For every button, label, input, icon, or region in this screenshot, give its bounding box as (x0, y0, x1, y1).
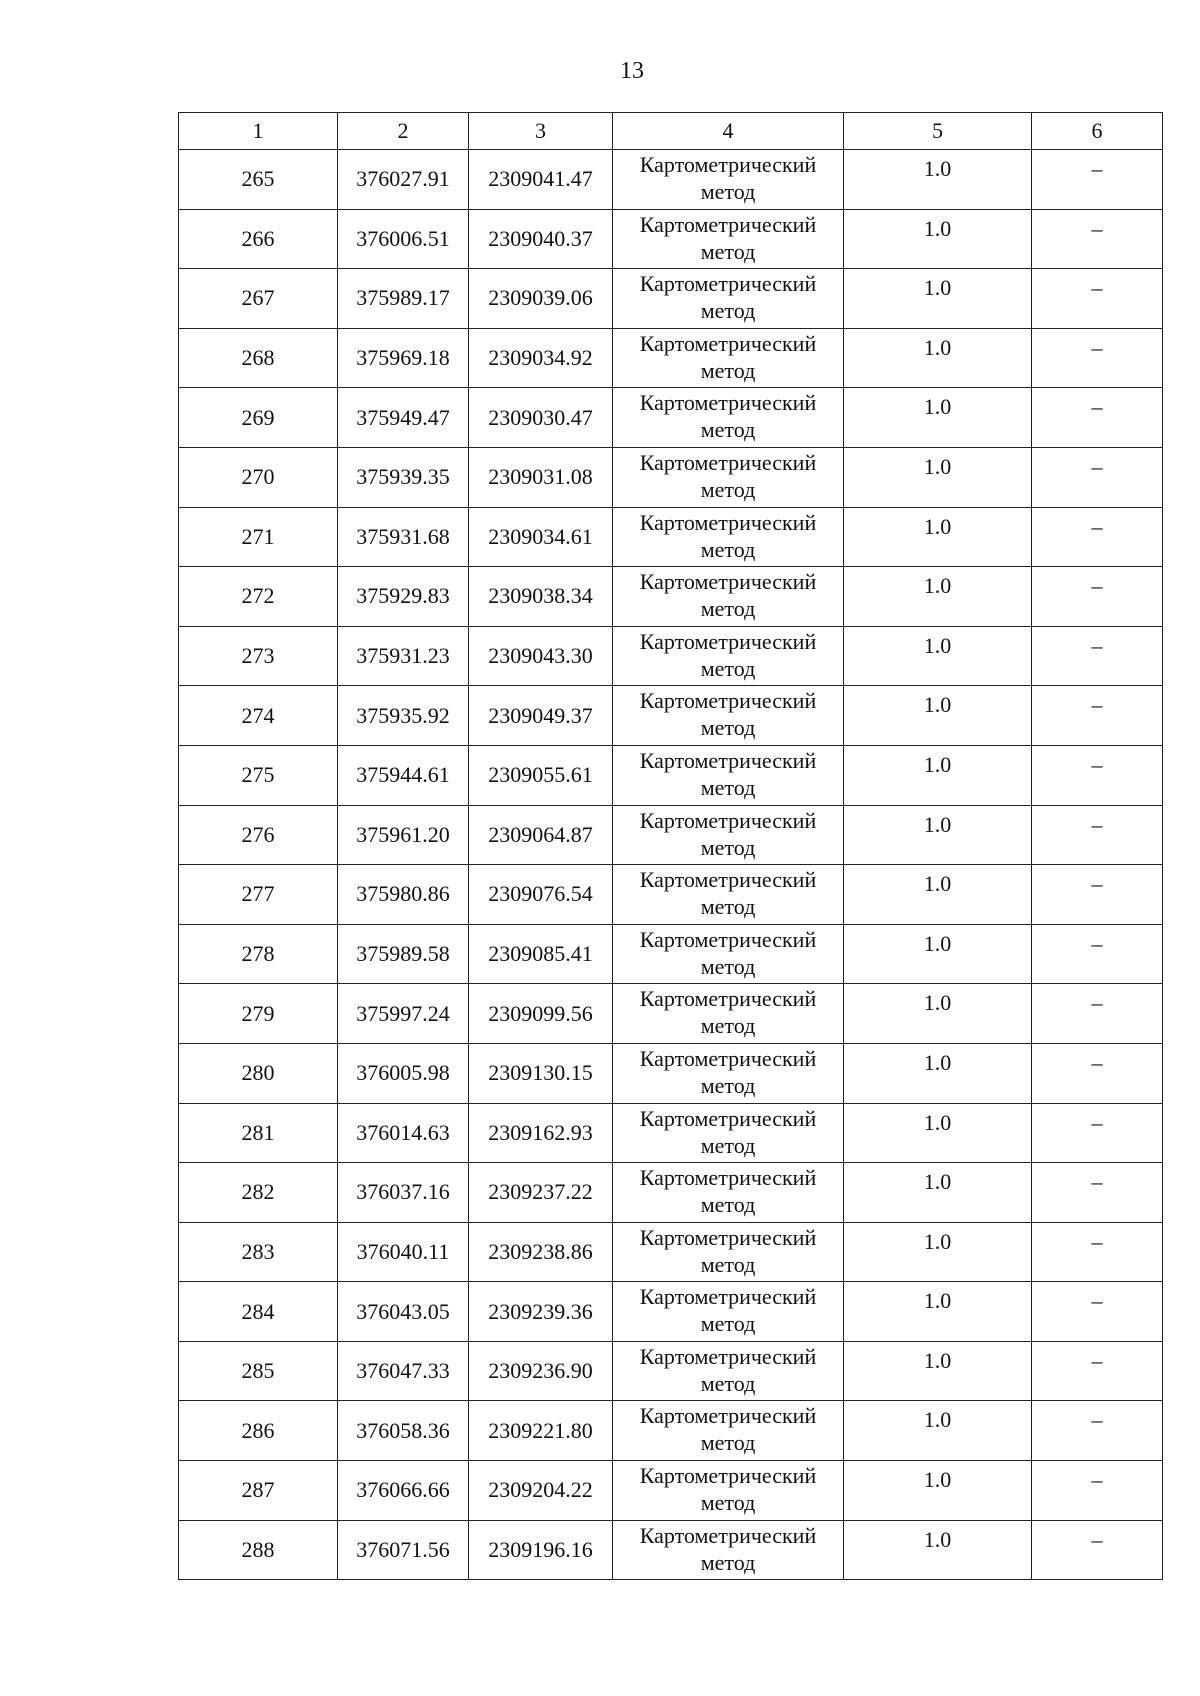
method-line: метод (700, 1251, 756, 1277)
note-cell: – (1032, 626, 1163, 686)
point-number-cell: 278 (179, 924, 338, 984)
method-line: Картометрический (639, 1045, 817, 1071)
y-coordinate-cell: 2309099.56 (469, 984, 613, 1044)
note-cell: – (1032, 1163, 1163, 1223)
y-coordinate-cell: 2309031.08 (469, 447, 613, 507)
y-coordinate-cell: 2309040.37 (469, 209, 613, 269)
method-line: метод (700, 774, 756, 800)
accuracy-cell: 1.0 (844, 686, 1032, 746)
table-row (179, 209, 1163, 269)
method-cell (613, 507, 844, 567)
accuracy-cell: 1.0 (844, 924, 1032, 984)
table-row (179, 447, 1163, 507)
point-number-cell: 267 (179, 269, 338, 329)
y-coordinate-cell: 2309055.61 (469, 745, 613, 805)
method-cell (613, 388, 844, 448)
table-row (179, 745, 1163, 805)
note-cell: – (1032, 1461, 1163, 1521)
method-cell (613, 209, 844, 269)
table-row (179, 1461, 1163, 1521)
table-row (179, 1163, 1163, 1223)
coordinates-table (178, 112, 1163, 1580)
point-number-cell: 283 (179, 1222, 338, 1282)
x-coordinate-cell: 375989.17 (338, 269, 469, 329)
method-line: Картометрический (639, 807, 817, 833)
note-cell: – (1032, 1401, 1163, 1461)
accuracy-cell: 1.0 (844, 1103, 1032, 1163)
method-cell (613, 745, 844, 805)
table-row (179, 1282, 1163, 1342)
note-cell: – (1032, 1282, 1163, 1342)
note-cell: – (1032, 507, 1163, 567)
y-coordinate-cell: 2309064.87 (469, 805, 613, 865)
point-number-cell: 268 (179, 328, 338, 388)
method-line: метод (700, 357, 756, 383)
note-cell: – (1032, 328, 1163, 388)
note-cell: – (1032, 150, 1163, 210)
y-coordinate-cell: 2309034.92 (469, 328, 613, 388)
method-line: Картометрический (639, 152, 817, 177)
x-coordinate-cell: 375935.92 (338, 686, 469, 746)
table-row (179, 269, 1163, 329)
method-line: метод (700, 1192, 756, 1218)
method-cell (613, 686, 844, 746)
method-line: Картометрический (639, 1463, 817, 1489)
note-cell: – (1032, 447, 1163, 507)
method-line: Картометрический (639, 867, 817, 893)
method-line: метод (700, 953, 756, 979)
method-line: метод (700, 476, 756, 502)
method-line: Картометрический (639, 747, 817, 773)
method-line: Картометрический (639, 1403, 817, 1429)
y-coordinate-cell: 2309034.61 (469, 507, 613, 567)
accuracy-cell: 1.0 (844, 447, 1032, 507)
method-cell (613, 865, 844, 925)
method-cell (613, 328, 844, 388)
y-coordinate-cell: 2309162.93 (469, 1103, 613, 1163)
table-row (179, 1222, 1163, 1282)
note-cell: – (1032, 1043, 1163, 1103)
accuracy-cell: 1.0 (844, 1520, 1032, 1580)
method-cell (613, 1401, 844, 1461)
method-line: метод (700, 298, 756, 324)
method-line: Картометрический (639, 330, 817, 356)
column-header: 5 (844, 113, 1032, 150)
table-row (179, 1103, 1163, 1163)
method-cell (613, 1282, 844, 1342)
method-line: метод (700, 1132, 756, 1158)
method-cell (613, 269, 844, 329)
method-cell (613, 1163, 844, 1223)
table-row (179, 150, 1163, 210)
method-line: Картометрический (639, 449, 817, 475)
point-number-cell: 271 (179, 507, 338, 567)
point-number-cell: 270 (179, 447, 338, 507)
note-cell: – (1032, 1341, 1163, 1401)
point-number-cell: 273 (179, 626, 338, 686)
accuracy-cell: 1.0 (844, 1461, 1032, 1521)
method-line: метод (700, 1072, 756, 1098)
note-cell: – (1032, 686, 1163, 746)
x-coordinate-cell: 375980.86 (338, 865, 469, 925)
table-row (179, 1043, 1163, 1103)
y-coordinate-cell: 2309049.37 (469, 686, 613, 746)
x-coordinate-cell: 376006.51 (338, 209, 469, 269)
accuracy-cell: 1.0 (844, 388, 1032, 448)
accuracy-cell: 1.0 (844, 1163, 1032, 1223)
accuracy-cell: 1.0 (844, 865, 1032, 925)
method-line: метод (700, 417, 756, 443)
method-line: Картометрический (639, 1105, 817, 1131)
method-line: Картометрический (639, 1165, 817, 1191)
method-line: метод (700, 1430, 756, 1456)
point-number-cell: 269 (179, 388, 338, 448)
accuracy-cell: 1.0 (844, 269, 1032, 329)
point-number-cell: 288 (179, 1520, 338, 1580)
table-row (179, 388, 1163, 448)
method-line: Картометрический (639, 271, 817, 297)
note-cell: – (1032, 1520, 1163, 1580)
accuracy-cell: 1.0 (844, 1043, 1032, 1103)
method-line: Картометрический (639, 390, 817, 416)
x-coordinate-cell: 376058.36 (338, 1401, 469, 1461)
point-number-cell: 266 (179, 209, 338, 269)
note-cell: – (1032, 1222, 1163, 1282)
accuracy-cell: 1.0 (844, 984, 1032, 1044)
method-cell (613, 1043, 844, 1103)
method-line: метод (700, 1311, 756, 1337)
y-coordinate-cell: 2309196.16 (469, 1520, 613, 1580)
method-line: Картометрический (639, 569, 817, 595)
note-cell: – (1032, 805, 1163, 865)
point-number-cell: 277 (179, 865, 338, 925)
x-coordinate-cell: 376014.63 (338, 1103, 469, 1163)
column-header: 6 (1032, 113, 1163, 150)
x-coordinate-cell: 375989.58 (338, 924, 469, 984)
method-line: метод (700, 1549, 756, 1575)
y-coordinate-cell: 2309038.34 (469, 567, 613, 627)
y-coordinate-cell: 2309043.30 (469, 626, 613, 686)
method-line: Картометрический (639, 509, 817, 535)
table-row (179, 567, 1163, 627)
table-row (179, 328, 1163, 388)
note-cell: – (1032, 745, 1163, 805)
accuracy-cell: 1.0 (844, 209, 1032, 269)
accuracy-cell: 1.0 (844, 1282, 1032, 1342)
y-coordinate-cell: 2309239.36 (469, 1282, 613, 1342)
note-cell: – (1032, 984, 1163, 1044)
note-cell: – (1032, 567, 1163, 627)
y-coordinate-cell: 2309221.80 (469, 1401, 613, 1461)
x-coordinate-cell: 376043.05 (338, 1282, 469, 1342)
column-header: 2 (338, 113, 469, 150)
method-line: Картометрический (639, 211, 817, 237)
table-row (179, 686, 1163, 746)
accuracy-cell: 1.0 (844, 805, 1032, 865)
point-number-cell: 284 (179, 1282, 338, 1342)
x-coordinate-cell: 376066.66 (338, 1461, 469, 1521)
method-line: метод (700, 1013, 756, 1039)
point-number-cell: 276 (179, 805, 338, 865)
note-cell: – (1032, 924, 1163, 984)
column-header: 1 (179, 113, 338, 150)
table-row (179, 1401, 1163, 1461)
point-number-cell: 265 (179, 150, 338, 210)
x-coordinate-cell: 375939.35 (338, 447, 469, 507)
y-coordinate-cell: 2309130.15 (469, 1043, 613, 1103)
y-coordinate-cell: 2309238.86 (469, 1222, 613, 1282)
method-line: метод (700, 179, 756, 204)
accuracy-cell: 1.0 (844, 745, 1032, 805)
method-cell (613, 447, 844, 507)
method-line: метод (700, 894, 756, 920)
point-number-cell: 272 (179, 567, 338, 627)
x-coordinate-cell: 375929.83 (338, 567, 469, 627)
accuracy-cell: 1.0 (844, 150, 1032, 210)
x-coordinate-cell: 376027.91 (338, 150, 469, 210)
note-cell: – (1032, 269, 1163, 329)
column-header: 4 (613, 113, 844, 150)
table-row (179, 924, 1163, 984)
note-cell: – (1032, 865, 1163, 925)
x-coordinate-cell: 376071.56 (338, 1520, 469, 1580)
accuracy-cell: 1.0 (844, 567, 1032, 627)
x-coordinate-cell: 376047.33 (338, 1341, 469, 1401)
point-number-cell: 274 (179, 686, 338, 746)
method-line: метод (700, 834, 756, 860)
method-cell (613, 924, 844, 984)
note-cell: – (1032, 1103, 1163, 1163)
note-cell: – (1032, 209, 1163, 269)
y-coordinate-cell: 2309085.41 (469, 924, 613, 984)
point-number-cell: 275 (179, 745, 338, 805)
point-number-cell: 281 (179, 1103, 338, 1163)
method-cell (613, 1222, 844, 1282)
table-row (179, 984, 1163, 1044)
method-cell (613, 150, 844, 210)
method-cell (613, 805, 844, 865)
method-line: метод (700, 655, 756, 681)
y-coordinate-cell: 2309039.06 (469, 269, 613, 329)
point-number-cell: 279 (179, 984, 338, 1044)
x-coordinate-cell: 375997.24 (338, 984, 469, 1044)
x-coordinate-cell: 375949.47 (338, 388, 469, 448)
method-line: метод (700, 596, 756, 622)
point-number-cell: 282 (179, 1163, 338, 1223)
x-coordinate-cell: 376040.11 (338, 1222, 469, 1282)
method-cell (613, 1103, 844, 1163)
x-coordinate-cell: 375969.18 (338, 328, 469, 388)
method-line: метод (700, 1370, 756, 1396)
accuracy-cell: 1.0 (844, 1341, 1032, 1401)
point-number-cell: 285 (179, 1341, 338, 1401)
accuracy-cell: 1.0 (844, 626, 1032, 686)
method-line: метод (700, 238, 756, 264)
note-cell: – (1032, 388, 1163, 448)
table-row (179, 1520, 1163, 1580)
table-row (179, 507, 1163, 567)
accuracy-cell: 1.0 (844, 1222, 1032, 1282)
method-cell (613, 626, 844, 686)
accuracy-cell: 1.0 (844, 1401, 1032, 1461)
method-line: Картометрический (639, 1343, 817, 1369)
method-line: метод (700, 1490, 756, 1516)
page-number: 13 (620, 58, 644, 84)
method-line: метод (700, 536, 756, 562)
y-coordinate-cell: 2309030.47 (469, 388, 613, 448)
method-line: Картометрический (639, 628, 817, 654)
method-line: метод (700, 715, 756, 741)
method-line: Картометрический (639, 1522, 817, 1548)
y-coordinate-cell: 2309236.90 (469, 1341, 613, 1401)
x-coordinate-cell: 376037.16 (338, 1163, 469, 1223)
method-cell (613, 984, 844, 1044)
method-line: Картометрический (639, 986, 817, 1012)
y-coordinate-cell: 2309076.54 (469, 865, 613, 925)
column-header: 3 (469, 113, 613, 150)
method-cell (613, 1341, 844, 1401)
x-coordinate-cell: 376005.98 (338, 1043, 469, 1103)
method-cell (613, 1520, 844, 1580)
point-number-cell: 280 (179, 1043, 338, 1103)
method-line: Картометрический (639, 1284, 817, 1310)
y-coordinate-cell: 2309041.47 (469, 150, 613, 210)
y-coordinate-cell: 2309237.22 (469, 1163, 613, 1223)
accuracy-cell: 1.0 (844, 507, 1032, 567)
method-line: Картометрический (639, 1224, 817, 1250)
table-row (179, 805, 1163, 865)
x-coordinate-cell: 375931.23 (338, 626, 469, 686)
y-coordinate-cell: 2309204.22 (469, 1461, 613, 1521)
x-coordinate-cell: 375944.61 (338, 745, 469, 805)
table-row (179, 865, 1163, 925)
table-row (179, 626, 1163, 686)
table-header-row (179, 113, 1163, 150)
table-row (179, 1341, 1163, 1401)
point-number-cell: 286 (179, 1401, 338, 1461)
x-coordinate-cell: 375961.20 (338, 805, 469, 865)
accuracy-cell: 1.0 (844, 328, 1032, 388)
point-number-cell: 287 (179, 1461, 338, 1521)
method-line: Картометрический (639, 926, 817, 952)
x-coordinate-cell: 375931.68 (338, 507, 469, 567)
method-cell (613, 1461, 844, 1521)
method-cell (613, 567, 844, 627)
method-line: Картометрический (639, 688, 817, 714)
